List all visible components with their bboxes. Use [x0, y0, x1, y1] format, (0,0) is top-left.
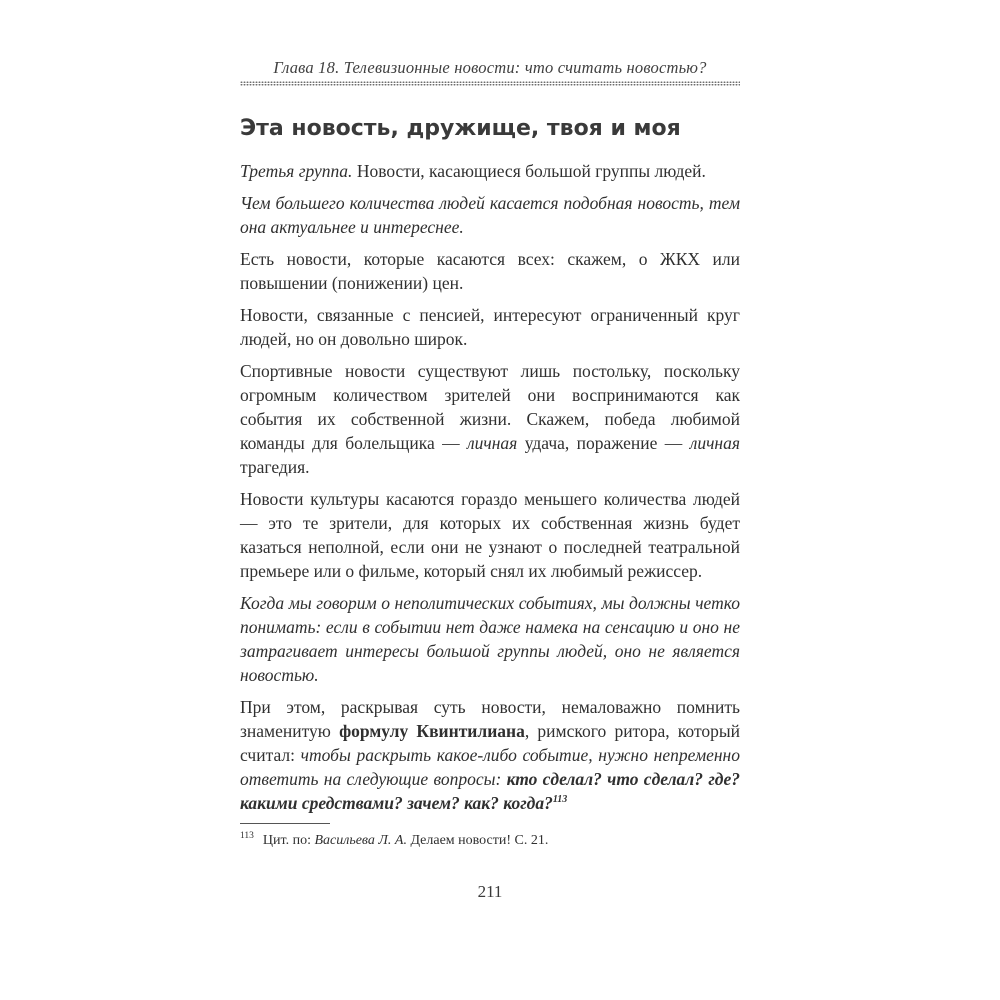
- footnote-reference: 113: [552, 794, 568, 806]
- text-run: Делаем новости! С. 21.: [406, 833, 549, 848]
- page-number: 211: [477, 882, 503, 901]
- text-run: удача, поражение —: [517, 433, 690, 453]
- paragraph: [240, 591, 740, 687]
- header-dotted-rule: [240, 81, 740, 86]
- text-run: личная: [467, 433, 518, 453]
- text-run: Новости, связанные с пенсией, интересуют ограниченный круг людей, но он довольно широк.: [240, 305, 740, 349]
- text-run: Есть новости, которые касаются всех: скажем, о ЖКХ или повышении (понижении) цен.: [240, 249, 740, 293]
- paragraph: [240, 159, 740, 183]
- text-run: кто сделал? что сделал? где? какими средствами? зачем? как? когда?: [240, 769, 740, 813]
- text-run: чтобы раскрыть какое-либо событие, нужно непременно ответить на следующие вопросы:: [240, 745, 740, 789]
- footnote-text: [263, 833, 548, 848]
- text-run: Спортивные новости существуют лишь постольку, поскольку огромным количеством зрителей они воспринимаются как события их собственной жизни. Скажем, победа любимой команды для болельщика —: [240, 361, 740, 453]
- footnote-block: [240, 823, 740, 850]
- text-run: Чем большего количества людей касается подобная новость, тем она актуальнее и интереснее.: [240, 193, 740, 237]
- text-run: Цит. по:: [262, 833, 315, 848]
- text-run: Третья группа.: [240, 161, 353, 181]
- footnote-rule: [240, 823, 330, 824]
- text-run: трагедия.: [240, 457, 310, 477]
- paragraph: [240, 303, 740, 351]
- text-run: Новости культуры касаются гораздо меньшего количества людей — это те зрители, для которых их собственная жизнь будет казаться неполной, если они не узнают о последней театральной премьере или о фильме, который снял их любимый режиссер.: [240, 489, 740, 581]
- paragraph: [240, 247, 740, 295]
- text-run: Новости, касающиеся большой группы людей.: [352, 161, 706, 181]
- paragraph: [240, 487, 740, 583]
- body-text: [240, 159, 740, 815]
- running-header: Глава 18. Телевизионные новости: что считать новостью?: [273, 58, 707, 77]
- text-run: , римского ритора, который считал:: [240, 721, 740, 765]
- text-run: формулу Квинтилиана: [339, 721, 525, 741]
- text-run: Когда мы говорим о неполитических событиях, мы должны четко понимать: если в событии нет даже намека на сенсацию и оно не затрагивает интересы большой группы людей, оно не является новостью.: [240, 593, 740, 685]
- text-column: [240, 0, 740, 902]
- paragraph: [240, 695, 740, 815]
- footnote: [240, 831, 740, 850]
- text-run: Васильева Л. А.: [314, 833, 407, 848]
- footnote-marker: 113: [240, 831, 254, 842]
- paragraph: [240, 359, 740, 479]
- paragraph: [240, 191, 740, 239]
- text-run: личная: [689, 433, 740, 453]
- section-title: Эта новость, дружище, твоя и моя: [240, 116, 681, 141]
- text-run: При этом, раскрывая суть новости, немаловажно помнить знаменитую: [240, 697, 740, 741]
